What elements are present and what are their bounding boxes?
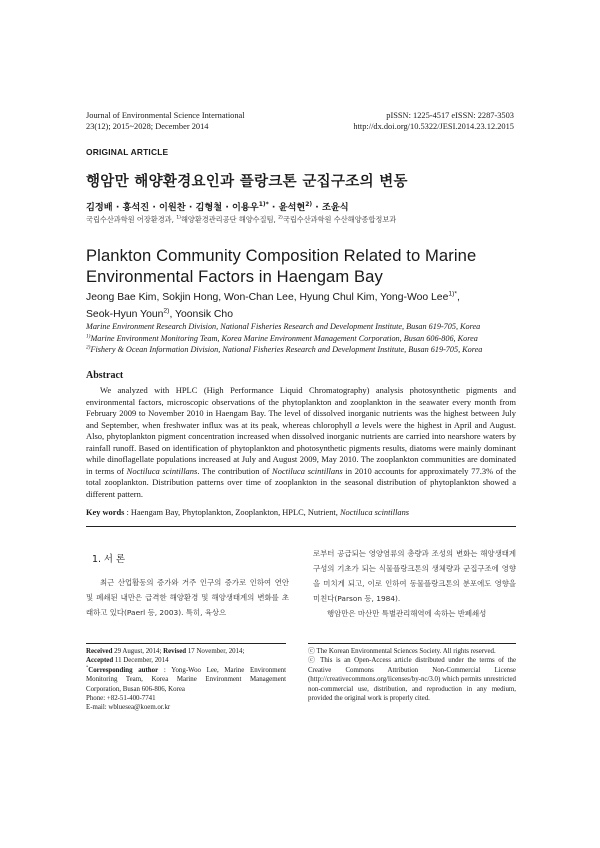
korean-authors-sup1: 1)*	[258, 200, 269, 208]
abstract-text-4: in 2010 accounts for approximately 77.3% of the total zooplankton. Distribution patterns over time of zooplankton in the seasonal distribution of phytoplankton showed a different pattern.	[86, 465, 517, 499]
english-authors-line2-end: , Yoonsik Cho	[169, 309, 233, 320]
corresponding-author: *Corresponding author : Yong-Woo Lee, Marine Environment Monitoring Team, Korea Marine Environment Management Corporation, Busan 606-806, Korea	[86, 664, 286, 693]
english-affil-2	[86, 333, 516, 345]
journal-header-left	[86, 110, 245, 132]
corresponding-label: Corresponding author	[88, 666, 159, 674]
english-affiliations	[86, 321, 516, 356]
korean-affil-sup1: 1)	[176, 215, 181, 221]
abstract-text-2: levels were the highest in April and August. Also, phytoplankton pigment concentration increased when dissolved inorganic nutrients are carried into nearshore waters by rainfall runoff. Based on identification of phytoplankton and photosynthetic pigments results, diatoms were mainly dominant while dinoflagellate populations increased at July and August 2009, May 2010. The zooplankton communities are dominated in terms of	[86, 419, 516, 476]
korean-authors-a: 김정배 · 홍석진 · 이원찬 · 김형철 · 이용우	[86, 202, 259, 213]
journal-header-right	[353, 110, 514, 132]
phone: Phone: +82-51-400-7741	[86, 695, 156, 703]
revised-date: 17 November, 2014;	[186, 648, 245, 655]
keywords-italic: Noctiluca scintillans	[339, 508, 410, 517]
korean-authors-sup2: 2)	[305, 200, 313, 208]
abstract-text-3: . The contribution of	[197, 465, 272, 476]
english-authors-line2-sup: 2)	[163, 307, 170, 315]
english-authors-line1: Jeong Bae Kim, Sokjin Hong, Won-Chan Lee, Hyung Chul Kim, Yong-Woo Lee$^{1)*}$,	[86, 290, 460, 303]
keywords-values: : Haengam Bay, Phytoplankton, Zooplankton, HPLC, Nutrient,	[124, 508, 340, 517]
issn: pISSN: 1225-4517 eISSN: 2287-3503	[386, 111, 514, 120]
journal-name: Journal of Environmental Science International	[86, 111, 245, 120]
footnote-right	[308, 647, 516, 703]
footnote-divider-left	[86, 643, 286, 644]
email-link[interactable]: E-mail: wbluesea@koem.or.kr	[86, 704, 171, 712]
korean-title: 행암만 해양환경요인과 플랑크톤 군집구조의 변동	[86, 174, 408, 190]
received-date: 29 August, 2014;	[112, 648, 164, 655]
copyright-notice: ⓒ The Korean Environmental Sciences Society. All rights reserved.	[308, 648, 496, 655]
article-type-label: ORIGINAL ARTICLE	[86, 147, 169, 157]
body-right-para-2: 행암만은 마산만 특별관리해역에 속하는 반폐쇄성	[327, 609, 487, 618]
received-label: Received	[86, 648, 113, 655]
abstract-italic-noctiluca-1: Noctiluca scintillans	[126, 465, 198, 476]
accepted-label: Accepted	[86, 657, 114, 665]
english-affil-1: Marine Environment Research Division, National Fisheries Research and Development Institute, Busan 619-705, Korea	[86, 322, 481, 331]
korean-authors	[86, 199, 349, 213]
footnote-divider-right	[308, 643, 516, 644]
keywords	[86, 508, 516, 517]
journal-issue: 23(12); 2015~2028; December 2014	[86, 122, 209, 131]
abstract-heading: Abstract	[86, 370, 124, 381]
korean-affil-b: 해양환경관리공단 해양수질팀,	[180, 215, 279, 224]
abstract-italic-noctiluca-2: Noctiluca scintillans	[271, 465, 343, 476]
english-affil-2-text: Marine Environment Monitoring Team, Korea Marine Environment Management Corporation, Busan 606-806, Korea	[90, 333, 478, 343]
doi-link[interactable]: http://dx.doi.org/10.5322/JESI.2014.23.12.2015	[353, 122, 514, 131]
korean-authors-b: · 윤석현	[268, 202, 306, 213]
korean-authors-c: · 조윤식	[312, 202, 349, 213]
license-notice: ⓒ This is an Open-Access article distributed under the terms of the Creative Commons Attribution Non-Commercial License (http://creativecommons.org/licenses/by-nc/3.0) which permits unrestricted non-commercial use, distribution, and reproduction in any medium, provided the original work is properly cited.	[308, 657, 516, 703]
korean-affil-a: 국립수산과학원 어장환경과,	[86, 215, 177, 224]
english-affil-3	[86, 344, 516, 356]
footnote-left	[86, 647, 286, 713]
english-title: Plankton Community Composition Related to Marine Environmental Factors in Haengam Bay	[86, 246, 477, 286]
accepted-date: 11 December, 2014	[113, 657, 169, 665]
section-divider	[86, 526, 516, 527]
english-affil-3-sup: 2)	[86, 344, 91, 351]
body-right-column	[313, 546, 516, 621]
english-authors-line1-text: Jeong Bae Kim, Sokjin Hong, Won-Chan Lee, Hyung Chul Kim, Yong-Woo Lee	[86, 292, 449, 303]
english-authors-line2-text: Seok-Hyun Youn	[86, 309, 164, 320]
keywords-label: Key words	[86, 508, 125, 517]
english-authors	[86, 289, 516, 323]
revised-label: Revised	[163, 648, 187, 655]
received-line	[86, 647, 286, 656]
korean-affil-sup2: 2)	[278, 215, 283, 221]
abstract-italic-a: a	[355, 419, 360, 430]
corresponding-text: : Yong-Woo Lee, Marine Environment Monitoring Team, Korea Marine Environment Management Corporation, Busan 606-806, Korea	[86, 666, 286, 693]
abstract-body	[86, 385, 516, 500]
korean-affil-c: 국립수산과학원 수산해양종합정보과	[282, 215, 397, 224]
accepted-line	[86, 656, 286, 665]
section-heading: 1. 서 론	[92, 554, 126, 565]
english-affil-2-sup: 1)	[86, 332, 91, 339]
english-authors-line1-sup: 1)*	[448, 290, 457, 298]
korean-affiliations	[86, 215, 396, 225]
body-right-para-1: 로부터 공급되는 영양염류의 총량과 조성의 변화는 해양생태계 구성의 기초가 되는 식물플랑크톤의 생체량과 군집구조에 영향을 미치게 되고, 이로 인하여 동물플랑크톤의 분포에도 영향을 미친다(Parson 등, 1984).	[313, 549, 516, 603]
abstract-text-1: We analyzed with HPLC (High Performance Liquid Chromatography) analysis photosynthetic pigments and environmental factors, microscopic observations of the phytoplankton and zooplankton in the seawater every month from February 2009 to November 2010 in Haengam Bay. The level of dissolved inorganic nutrients was the highest between July and September, when freshwater influx was at its peak, whereas chlorophyll	[86, 385, 516, 430]
english-affil-3-text: Fishery & Ocean Information Division, National Fisheries Research and Development Institute, Busan 619-705, Korea	[90, 345, 483, 354]
body-left-column: 최근 산업활동의 증가와 거주 인구의 증가로 인하여 연안 및 폐쇄된 내만은 급격한 해양환경 및 해양생태계의 변화를 초래하고 있다(Paerl 등, 2003). 특히, 육상으	[86, 578, 289, 617]
